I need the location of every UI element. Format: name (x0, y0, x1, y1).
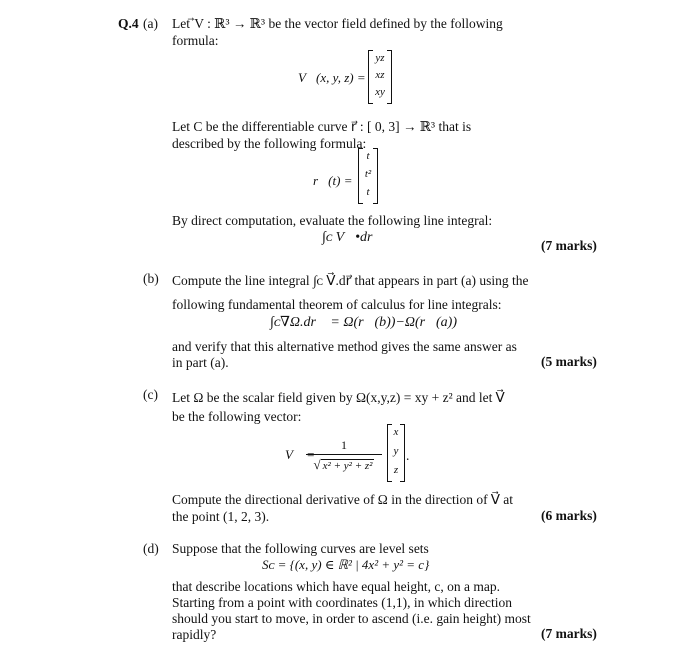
part-c-line4: the point (1, 2, 3). (172, 509, 270, 524)
fraction: $\frac{1}{\text{√ x² + y² + z²}}$ (306, 438, 382, 473)
matrix-entry: t (366, 150, 370, 162)
matrix-entry: t (366, 186, 370, 198)
matrix-entry: z (393, 464, 399, 476)
question-number: Q.4 (118, 16, 139, 31)
line-integral: ∫ᴄ V⃗•dr⃗ (322, 230, 384, 245)
curve-matrix (358, 148, 378, 204)
part-b-label: (b) (143, 271, 159, 286)
part-b-marks: (5 marks) (541, 354, 597, 369)
part-a-line3: Let C be the differentiable curve r⃗ : [ 0, 3] → ℝ³ that is (172, 119, 472, 134)
vector-field-matrix (368, 50, 392, 104)
part-b-line1: Compute the line integral ∫ᴄ V⃗.dr⃗ that appears in part (a) using the (172, 273, 529, 288)
part-b-line2: following fundamental theorem of calculus for line integrals: (172, 297, 502, 312)
question-page: Q.4 (a) Let ⃗V : ℝ³ → ℝ³ be the vector field defined by the following formula: V⃗(x, y, z) = yz xz xy Let C be the differentiable curve r⃗ : [ 0, 3] → ℝ³ that is described by the following formula: r⃗(t) = t t² t By direct computation, evaluate the following line integral: ∫ᴄ V⃗•dr⃗ (7 marks) (b) Compute the line integral ∫ᴄ V⃗.dr⃗ that appears in part (a) using the following fundamental theorem of calculus for line integrals: ∫ᴄ∇Ω.dr⃗ = Ω(r⃗(b))−Ω(r⃗(a)) and verify that this alternative method gives the same answer as in part (a). (5 marks) (c) Let Ω be the scalar field given by Ω(x,y,z) = xy + z² and let V⃗ be the following vector: V⃗ = $\frac{1}{\text{√ x² + y² + z²}}$ x y z . Compute the directional derivative of Ω in the direction of V⃗ at the point (1, 2, 3). (6 marks) (d) Suppose that the following curves are level sets Sᴄ = {(x, y) ∈ ℝ² | 4x² + y² = c} that describe locations which have equal height, c, on a map. Starting from a point with coordinates (1,1), in which direction should you start to move, in order to ascend (i.e. gain height) most rapidly? (7 marks) (118, 16, 597, 642)
matrix-entry: t² (364, 168, 372, 180)
fraction-denominator: x² + y² + z² (322, 460, 373, 472)
matrix-entry: y (393, 445, 399, 457)
part-c-label: (c) (143, 387, 158, 402)
part-c-line2: be the following vector: (172, 409, 302, 424)
part-a-marks: (7 marks) (541, 238, 597, 253)
part-b-line4: in part (a). (172, 355, 229, 370)
fundamental-theorem-formula: ∫ᴄ∇Ω.dr⃗ = Ω(r⃗(b))−Ω(r⃗(a)) (270, 315, 458, 330)
unit-vector-lhs: V⃗ = (285, 447, 316, 462)
matrix-entry: xy (375, 86, 385, 98)
part-d-line2: that describe locations which have equal height, c, on a map. (172, 579, 501, 594)
part-a-line2: formula: (172, 33, 219, 48)
part-d-marks: (7 marks) (541, 626, 597, 641)
level-set-formula: Sᴄ = {(x, y) ∈ ℝ² | 4x² + y² = c} (262, 557, 430, 572)
part-d-line3: Starting from a point with coordinates (1,1), in which direction (172, 595, 513, 610)
part-a-label: (a) (143, 16, 158, 31)
fraction-numerator: 1 (306, 438, 382, 455)
part-d-label: (d) (143, 541, 159, 556)
part-c-line1: Let Ω be the scalar field given by Ω(x,y,z) = xy + z² and let V⃗ (172, 390, 505, 405)
matrix-entry: xz (375, 69, 385, 81)
vector-field-lhs: V⃗(x, y, z) = (298, 70, 366, 85)
part-c-marks: (6 marks) (541, 508, 597, 523)
curve-lhs: r⃗(t) = (313, 173, 353, 188)
position-matrix (387, 424, 405, 482)
part-a-line5: By direct computation, evaluate the following line integral: (172, 213, 493, 228)
part-b-line3: and verify that this alternative method gives the same answer as (172, 339, 517, 354)
part-a-line1: Let ⃗V : ℝ³ → ℝ³ be the vector field defined by the following (172, 16, 503, 31)
matrix-entry: x (393, 426, 399, 438)
part-c-line3: Compute the directional derivative of Ω in the direction of V⃗ at (172, 492, 514, 507)
part-d-line1: Suppose that the following curves are level sets (172, 541, 429, 556)
matrix-entry: yz (375, 52, 385, 64)
part-d-line4: should you start to move, in order to ascend (i.e. gain height) most (172, 611, 531, 626)
part-a-line4: described by the following formula: (172, 136, 367, 151)
part-d-line5: rapidly? (172, 627, 217, 642)
